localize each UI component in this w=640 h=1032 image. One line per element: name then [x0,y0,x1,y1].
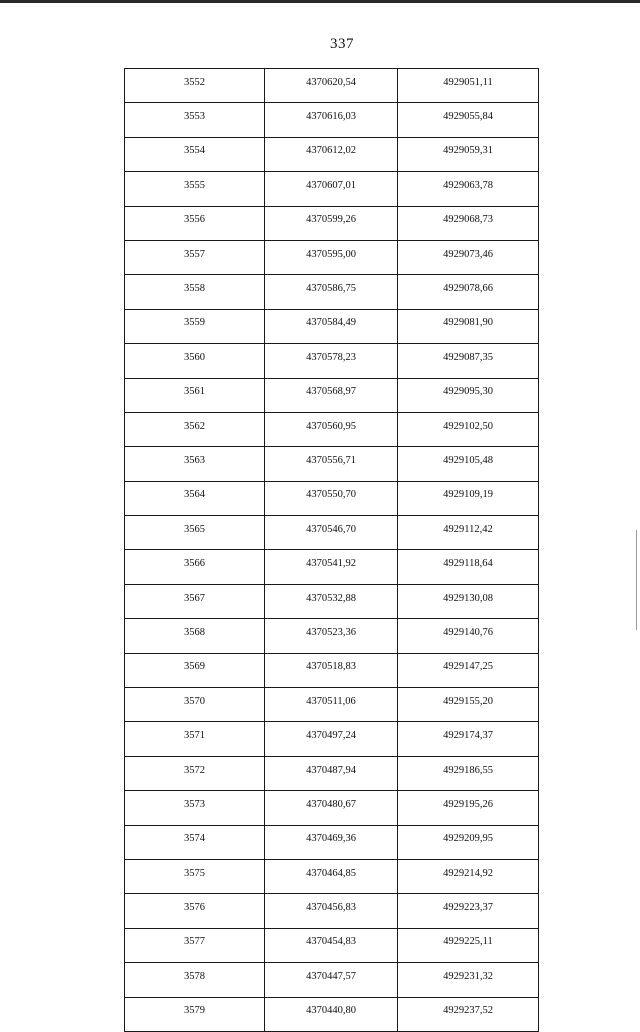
y-coordinate-cell: 4929081,90 [398,309,539,343]
x-coordinate-cell: 4370578,23 [265,344,398,378]
table-row [125,859,539,893]
table-row [125,447,539,481]
point-number-cell: 3565 [125,516,265,550]
y-coordinate-cell: 4929068,73 [398,206,539,240]
x-coordinate-cell: 4370586,75 [265,275,398,309]
x-coordinate-cell: 4370456,83 [265,894,398,928]
table-row [125,963,539,997]
x-coordinate-cell: 4370556,71 [265,447,398,481]
table-row [125,103,539,137]
scan-edge-right [636,530,637,630]
y-coordinate-cell: 4929112,42 [398,516,539,550]
y-coordinate-cell: 4929237,52 [398,997,539,1031]
x-coordinate-cell: 4370487,94 [265,756,398,790]
table-row [125,584,539,618]
point-number-cell: 3575 [125,859,265,893]
x-coordinate-cell: 4370568,97 [265,378,398,412]
x-coordinate-cell: 4370464,85 [265,859,398,893]
y-coordinate-cell: 4929095,30 [398,378,539,412]
table-row [125,997,539,1031]
point-number-cell: 3567 [125,584,265,618]
table-row [125,275,539,309]
table-row [125,722,539,756]
table-row [125,344,539,378]
y-coordinate-cell: 4929209,95 [398,825,539,859]
table-row [125,688,539,722]
table-row [125,516,539,550]
x-coordinate-cell: 4370620,54 [265,69,398,103]
y-coordinate-cell: 4929231,32 [398,963,539,997]
y-coordinate-cell: 4929214,92 [398,859,539,893]
y-coordinate-cell: 4929063,78 [398,172,539,206]
y-coordinate-cell: 4929055,84 [398,103,539,137]
table-row [125,550,539,584]
y-coordinate-cell: 4929059,31 [398,137,539,171]
point-number-cell: 3577 [125,928,265,962]
x-coordinate-cell: 4370440,80 [265,997,398,1031]
point-number-cell: 3556 [125,206,265,240]
y-coordinate-cell: 4929140,76 [398,619,539,653]
y-coordinate-cell: 4929087,35 [398,344,539,378]
point-number-cell: 3562 [125,412,265,446]
y-coordinate-cell: 4929118,64 [398,550,539,584]
y-coordinate-cell: 4929073,46 [398,240,539,274]
x-coordinate-cell: 4370584,49 [265,309,398,343]
x-coordinate-cell: 4370511,06 [265,688,398,722]
table-row [125,172,539,206]
scan-edge-top [0,0,640,3]
point-number-cell: 3574 [125,825,265,859]
table-row [125,412,539,446]
coordinates-table-body [125,69,539,1032]
y-coordinate-cell: 4929225,11 [398,928,539,962]
point-number-cell: 3572 [125,756,265,790]
point-number-cell: 3563 [125,447,265,481]
x-coordinate-cell: 4370532,88 [265,584,398,618]
table-row [125,378,539,412]
table-row [125,206,539,240]
y-coordinate-cell: 4929051,11 [398,69,539,103]
x-coordinate-cell: 4370607,01 [265,172,398,206]
x-coordinate-cell: 4370523,36 [265,619,398,653]
point-number-cell: 3555 [125,172,265,206]
table-row [125,309,539,343]
table-row [125,240,539,274]
point-number-cell: 3564 [125,481,265,515]
point-number-cell: 3566 [125,550,265,584]
point-number-cell: 3560 [125,344,265,378]
x-coordinate-cell: 4370616,03 [265,103,398,137]
x-coordinate-cell: 4370447,57 [265,963,398,997]
x-coordinate-cell: 4370497,24 [265,722,398,756]
x-coordinate-cell: 4370518,83 [265,653,398,687]
y-coordinate-cell: 4929155,20 [398,688,539,722]
point-number-cell: 3561 [125,378,265,412]
table-row [125,894,539,928]
x-coordinate-cell: 4370550,70 [265,481,398,515]
y-coordinate-cell: 4929130,08 [398,584,539,618]
table-row [125,928,539,962]
point-number-cell: 3559 [125,309,265,343]
point-number-cell: 3554 [125,137,265,171]
table-row [125,137,539,171]
x-coordinate-cell: 4370469,36 [265,825,398,859]
point-number-cell: 3557 [125,240,265,274]
x-coordinate-cell: 4370599,26 [265,206,398,240]
x-coordinate-cell: 4370546,70 [265,516,398,550]
y-coordinate-cell: 4929078,66 [398,275,539,309]
x-coordinate-cell: 4370595,00 [265,240,398,274]
x-coordinate-cell: 4370541,92 [265,550,398,584]
x-coordinate-cell: 4370454,83 [265,928,398,962]
y-coordinate-cell: 4929105,48 [398,447,539,481]
point-number-cell: 3553 [125,103,265,137]
table-row [125,756,539,790]
page-number: 337 [330,36,354,52]
x-coordinate-cell: 4370480,67 [265,791,398,825]
point-number-cell: 3578 [125,963,265,997]
table-row [125,619,539,653]
table-row [125,481,539,515]
point-number-cell: 3579 [125,997,265,1031]
point-number-cell: 3568 [125,619,265,653]
y-coordinate-cell: 4929195,26 [398,791,539,825]
point-number-cell: 3569 [125,653,265,687]
y-coordinate-cell: 4929109,19 [398,481,539,515]
point-number-cell: 3558 [125,275,265,309]
table-row [125,653,539,687]
point-number-cell: 3573 [125,791,265,825]
point-number-cell: 3576 [125,894,265,928]
table-row [125,791,539,825]
y-coordinate-cell: 4929174,37 [398,722,539,756]
table-row [125,825,539,859]
table-row [125,69,539,103]
y-coordinate-cell: 4929186,55 [398,756,539,790]
y-coordinate-cell: 4929223,37 [398,894,539,928]
y-coordinate-cell: 4929102,50 [398,412,539,446]
point-number-cell: 3552 [125,69,265,103]
point-number-cell: 3571 [125,722,265,756]
coordinates-table [124,68,539,1032]
point-number-cell: 3570 [125,688,265,722]
x-coordinate-cell: 4370560,95 [265,412,398,446]
y-coordinate-cell: 4929147,25 [398,653,539,687]
x-coordinate-cell: 4370612,02 [265,137,398,171]
